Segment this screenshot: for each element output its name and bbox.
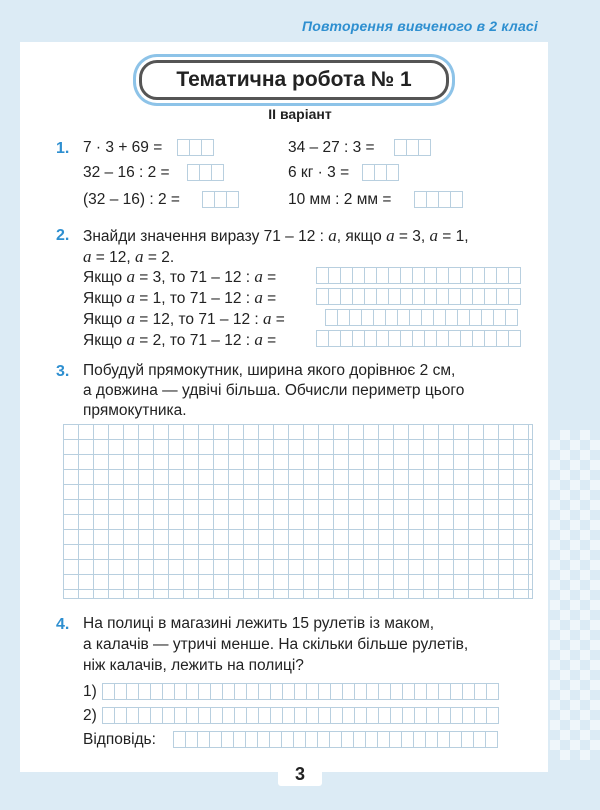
task-1-number: 1. <box>56 140 70 157</box>
answer-cell[interactable] <box>201 139 214 156</box>
task-2-line-2: а = 12, а = 2. <box>83 247 175 266</box>
decorative-checker-pattern <box>550 430 600 760</box>
answer-cell[interactable] <box>226 191 239 208</box>
task-1-expr-5: (32 – 16) : 2 = <box>83 191 180 208</box>
task-2-number: 2. <box>56 227 70 244</box>
answer-boxes[interactable] <box>394 139 430 156</box>
running-head: Повторення вивченого в 2 класі <box>301 18 538 34</box>
answer-boxes[interactable] <box>187 164 223 181</box>
answer-cell[interactable] <box>386 164 399 181</box>
answer-boxes[interactable] <box>102 707 498 724</box>
answer-boxes[interactable] <box>177 139 213 156</box>
answer-boxes[interactable] <box>325 309 517 326</box>
task-4-line-2: а калачів — утричі менше. На скільки більше рулетів, <box>83 636 469 653</box>
task-1-expr-1: 7 · 3 + 69 = <box>83 139 163 156</box>
answer-cell[interactable] <box>485 731 498 748</box>
task-2-line-1: Знайди значення виразу 71 – 12 : а, якщо а = 3, а = 1, <box>83 226 469 245</box>
worksheet-title: Тематична робота № 1 <box>139 60 449 100</box>
task-1-expr-3: 32 – 16 : 2 = <box>83 164 170 181</box>
task-3-number: 3. <box>56 363 70 380</box>
answer-cell[interactable] <box>508 288 521 305</box>
answer-boxes[interactable] <box>316 330 520 347</box>
task-4-number: 4. <box>56 616 70 633</box>
task-1-expr-4: 6 кг · 3 = <box>288 164 350 181</box>
step-2-label: 2) <box>83 707 97 724</box>
task-3-line-1: Побудуй прямокутник, ширина якого дорівнює 2 см, <box>83 362 456 379</box>
answer-boxes[interactable] <box>202 191 238 208</box>
task-1-expr-2: 34 – 27 : 3 = <box>288 139 375 156</box>
task-2-row-4: Якщо а = 2, то 71 – 12 : а = <box>83 330 277 349</box>
task-4-line-1: На полиці в магазині лежить 15 рулетів із маком, <box>83 615 435 632</box>
step-1-label: 1) <box>83 683 97 700</box>
answer-boxes[interactable] <box>316 288 520 305</box>
answer-cell[interactable] <box>418 139 431 156</box>
answer-boxes[interactable] <box>316 267 520 284</box>
answer-cell[interactable] <box>486 707 499 724</box>
task-2-row-3: Якщо а = 12, то 71 – 12 : а = <box>83 309 285 328</box>
answer-cell[interactable] <box>211 164 224 181</box>
task-4-line-3: ніж калачів, лежить на полиці? <box>83 657 304 674</box>
task-3-line-2: а довжина — удвічі більша. Обчисли периметр цього <box>83 382 465 399</box>
task-2-row-2: Якщо а = 1, то 71 – 12 : а = <box>83 288 277 307</box>
task-3-line-3: прямокутника. <box>83 402 187 419</box>
answer-boxes[interactable] <box>173 731 497 748</box>
answer-cell[interactable] <box>450 191 463 208</box>
page-number: 3 <box>278 762 322 786</box>
variant-label: II варіант <box>268 106 332 122</box>
answer-label: Відповідь: <box>83 731 156 748</box>
task-2-row-1: Якщо а = 3, то 71 – 12 : а = <box>83 267 277 286</box>
task-1-expr-6: 10 мм : 2 мм = <box>288 191 392 208</box>
answer-boxes[interactable] <box>414 191 462 208</box>
answer-cell[interactable] <box>508 330 521 347</box>
drawing-grid[interactable] <box>63 424 533 599</box>
answer-boxes[interactable] <box>102 683 498 700</box>
answer-cell[interactable] <box>486 683 499 700</box>
answer-cell[interactable] <box>505 309 518 326</box>
answer-boxes[interactable] <box>362 164 398 181</box>
answer-cell[interactable] <box>508 267 521 284</box>
